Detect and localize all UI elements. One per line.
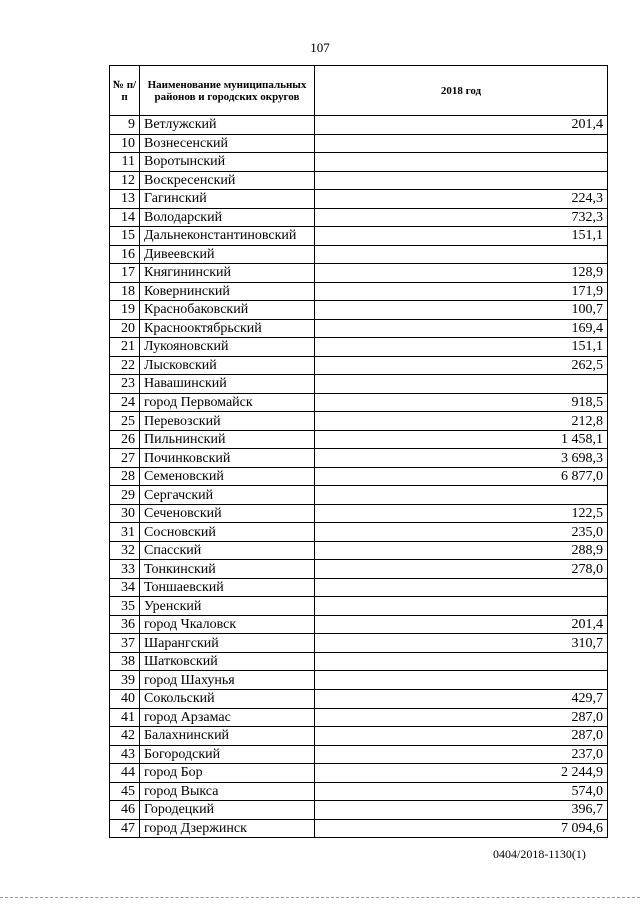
row-number: 26: [110, 430, 140, 449]
value-2018: [315, 245, 608, 264]
value-2018: 732,3: [315, 208, 608, 227]
table-row: [110, 190, 608, 209]
table-row: [110, 338, 608, 357]
row-number: 17: [110, 264, 140, 283]
table-row: [110, 727, 608, 746]
row-number: 32: [110, 541, 140, 560]
table-row: [110, 541, 608, 560]
row-number: 27: [110, 449, 140, 468]
value-2018: 212,8: [315, 412, 608, 431]
district-name: Пильнинский: [140, 430, 315, 449]
row-number: 30: [110, 504, 140, 523]
district-name: город Бор: [140, 764, 315, 783]
value-2018: 201,4: [315, 116, 608, 135]
table-row: [110, 171, 608, 190]
table-row: [110, 652, 608, 671]
district-name: Навашинский: [140, 375, 315, 394]
value-2018: 171,9: [315, 282, 608, 301]
district-name: город Арзамас: [140, 708, 315, 727]
district-name: Дальнеконстантиновский: [140, 227, 315, 246]
row-number: 13: [110, 190, 140, 209]
row-number: 29: [110, 486, 140, 505]
value-2018: 310,7: [315, 634, 608, 653]
row-number: 44: [110, 764, 140, 783]
row-number: 24: [110, 393, 140, 412]
district-name: Сергачский: [140, 486, 315, 505]
value-2018: 3 698,3: [315, 449, 608, 468]
district-name: Сосновский: [140, 523, 315, 542]
table-row: [110, 227, 608, 246]
value-2018: 235,0: [315, 523, 608, 542]
district-name: город Первомайск: [140, 393, 315, 412]
district-name: Балахнинский: [140, 727, 315, 746]
district-name: Городецкий: [140, 801, 315, 820]
table-row: [110, 412, 608, 431]
table-row: [110, 282, 608, 301]
table-row: [110, 393, 608, 412]
value-2018: 278,0: [315, 560, 608, 579]
table-row: [110, 708, 608, 727]
row-number: 46: [110, 801, 140, 820]
value-2018: 7 094,6: [315, 819, 608, 838]
value-2018: 224,3: [315, 190, 608, 209]
table-row: [110, 301, 608, 320]
row-number: 47: [110, 819, 140, 838]
table-row: [110, 319, 608, 338]
row-number: 23: [110, 375, 140, 394]
table-row: [110, 689, 608, 708]
district-name: Краснобаковский: [140, 301, 315, 320]
table-row: [110, 134, 608, 153]
row-number: 28: [110, 467, 140, 486]
table-row: [110, 153, 608, 172]
district-name: Спасский: [140, 541, 315, 560]
district-name: Шатковский: [140, 652, 315, 671]
district-name: Перевозский: [140, 412, 315, 431]
table-row: [110, 356, 608, 375]
table-row: [110, 578, 608, 597]
district-name: город Дзержинск: [140, 819, 315, 838]
value-2018: [315, 171, 608, 190]
value-2018: [315, 652, 608, 671]
value-2018: [315, 153, 608, 172]
row-number: 42: [110, 727, 140, 746]
district-name: Княгининский: [140, 264, 315, 283]
row-number: 39: [110, 671, 140, 690]
value-2018: 396,7: [315, 801, 608, 820]
district-name: Краснооктябрьский: [140, 319, 315, 338]
header-year: 2018 год: [315, 66, 608, 116]
row-number: 19: [110, 301, 140, 320]
row-number: 25: [110, 412, 140, 431]
district-name: город Чкаловск: [140, 615, 315, 634]
district-name: Сеченовский: [140, 504, 315, 523]
value-2018: 100,7: [315, 301, 608, 320]
header-number: № п/п: [110, 66, 140, 116]
value-2018: [315, 486, 608, 505]
row-number: 16: [110, 245, 140, 264]
district-name: город Шахунья: [140, 671, 315, 690]
budget-table: [109, 65, 608, 838]
row-number: 20: [110, 319, 140, 338]
row-number: 33: [110, 560, 140, 579]
table-row: [110, 245, 608, 264]
district-name: Тонкинский: [140, 560, 315, 579]
table-row: [110, 634, 608, 653]
value-2018: 151,1: [315, 338, 608, 357]
value-2018: [315, 134, 608, 153]
district-name: Ковернинский: [140, 282, 315, 301]
row-number: 10: [110, 134, 140, 153]
row-number: 40: [110, 689, 140, 708]
district-name: Ветлужский: [140, 116, 315, 135]
value-2018: 1 458,1: [315, 430, 608, 449]
district-name: Вознесенский: [140, 134, 315, 153]
value-2018: 2 244,9: [315, 764, 608, 783]
row-number: 15: [110, 227, 140, 246]
document-code: 0404/2018-1130(1): [493, 847, 586, 861]
district-name: Володарский: [140, 208, 315, 227]
page-number: 107: [310, 40, 330, 55]
table-row: [110, 467, 608, 486]
district-name: Тоншаевский: [140, 578, 315, 597]
table-row: [110, 819, 608, 838]
value-2018: 128,9: [315, 264, 608, 283]
row-number: 11: [110, 153, 140, 172]
row-number: 14: [110, 208, 140, 227]
row-number: 36: [110, 615, 140, 634]
table-row: [110, 801, 608, 820]
header-name: Наименование муниципальных районов и городских округов: [140, 66, 315, 116]
table-row: [110, 782, 608, 801]
row-number: 38: [110, 652, 140, 671]
district-name: Гагинский: [140, 190, 315, 209]
value-2018: 287,0: [315, 727, 608, 746]
district-name: Воротынский: [140, 153, 315, 172]
table-row: [110, 504, 608, 523]
value-2018: [315, 671, 608, 690]
district-name: Дивеевский: [140, 245, 315, 264]
district-name: Лысковский: [140, 356, 315, 375]
row-number: 35: [110, 597, 140, 616]
table-row: [110, 430, 608, 449]
district-name: город Выкса: [140, 782, 315, 801]
value-2018: 287,0: [315, 708, 608, 727]
value-2018: 151,1: [315, 227, 608, 246]
table-body: [110, 116, 608, 838]
table-row: [110, 264, 608, 283]
value-2018: 288,9: [315, 541, 608, 560]
value-2018: 169,4: [315, 319, 608, 338]
row-number: 31: [110, 523, 140, 542]
value-2018: 429,7: [315, 689, 608, 708]
value-2018: 201,4: [315, 615, 608, 634]
row-number: 22: [110, 356, 140, 375]
value-2018: 122,5: [315, 504, 608, 523]
value-2018: 574,0: [315, 782, 608, 801]
district-name: Сокольский: [140, 689, 315, 708]
table-row: [110, 597, 608, 616]
table-row: [110, 764, 608, 783]
table-row: [110, 560, 608, 579]
district-name: Богородский: [140, 745, 315, 764]
district-name: Семеновский: [140, 467, 315, 486]
table-row: [110, 745, 608, 764]
table-row: [110, 523, 608, 542]
district-name: Починковский: [140, 449, 315, 468]
row-number: 34: [110, 578, 140, 597]
table-row: [110, 208, 608, 227]
table-row: [110, 671, 608, 690]
district-name: Лукояновский: [140, 338, 315, 357]
district-name: Воскресенский: [140, 171, 315, 190]
table-row: [110, 375, 608, 394]
table-row: [110, 486, 608, 505]
value-2018: [315, 375, 608, 394]
row-number: 21: [110, 338, 140, 357]
row-number: 41: [110, 708, 140, 727]
value-2018: 237,0: [315, 745, 608, 764]
value-2018: [315, 578, 608, 597]
table-row: [110, 615, 608, 634]
row-number: 12: [110, 171, 140, 190]
district-name: Уренский: [140, 597, 315, 616]
value-2018: [315, 597, 608, 616]
row-number: 45: [110, 782, 140, 801]
page-bottom-divider: [0, 897, 640, 899]
row-number: 37: [110, 634, 140, 653]
row-number: 9: [110, 116, 140, 135]
row-number: 18: [110, 282, 140, 301]
district-name: Шарангский: [140, 634, 315, 653]
table-header-row: [110, 66, 608, 116]
value-2018: 262,5: [315, 356, 608, 375]
value-2018: 6 877,0: [315, 467, 608, 486]
value-2018: 918,5: [315, 393, 608, 412]
table-row: [110, 116, 608, 135]
table-row: [110, 449, 608, 468]
row-number: 43: [110, 745, 140, 764]
